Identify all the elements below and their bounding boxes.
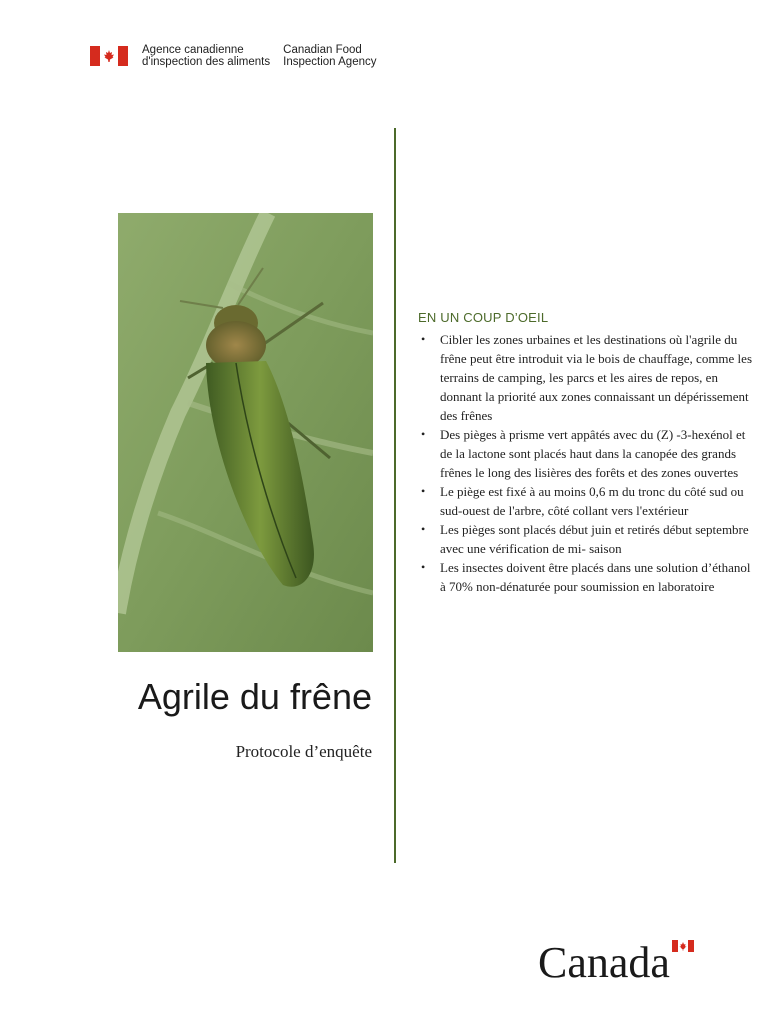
- bullet-icon: •: [421, 522, 426, 536]
- agency-en-line1: Canadian Food: [283, 44, 362, 56]
- emerald-ash-borer-photo: [118, 213, 373, 652]
- agency-en-line2: Inspection Agency: [283, 56, 377, 68]
- canada-wordmark: [538, 937, 698, 987]
- list-item: [418, 425, 753, 482]
- canada-wordmark-flag-icon: [672, 940, 694, 952]
- list-item: [418, 520, 753, 558]
- page-title: Agrile du frêne: [137, 676, 372, 717]
- agency-header: [90, 44, 376, 68]
- bullet-icon: •: [421, 332, 426, 346]
- at-a-glance-heading: EN UN COUP D’OEIL: [418, 310, 549, 325]
- bullet-icon: •: [421, 560, 426, 574]
- list-item-text: Cibler les zones urbaines et les destinations où l'agrile du frêne peut être introduit via le bois de chauffage, comme les terrains de camping, les parcs et les aires de repos, en donnant la priorité aux zones connaissant un dépérissement des frênes: [440, 332, 752, 423]
- list-item: [418, 558, 753, 596]
- canada-wordmark-text: Canada: [538, 938, 670, 987]
- list-item-text: Les pièges sont placés début juin et retirés début septembre avec une vérification de mi- saison: [440, 522, 749, 556]
- at-a-glance-list: [418, 330, 753, 596]
- vertical-divider: [394, 128, 396, 863]
- canada-flag-icon: [90, 46, 128, 66]
- list-item-text: Les insectes doivent être placés dans une solution d’éthanol à 70% non-dénaturée pour soumission en laboratoire: [440, 560, 751, 594]
- page-subtitle: Protocole d’enquête: [235, 742, 372, 761]
- list-item-text: Le piège est fixé à au moins 0,6 m du tronc du côté sud ou sud-ouest de l'arbre, côté collant vers l'extérieur: [440, 484, 744, 518]
- agency-name-french: [142, 44, 270, 68]
- bullet-icon: •: [421, 484, 426, 498]
- list-item: [418, 482, 753, 520]
- agency-name-english: [283, 44, 376, 68]
- list-item-text: Des pièges à prisme vert appâtés avec du (Z) -3-hexénol et de la lactone sont placés haut dans la canopée des grands frênes le long des lisières des forêts et des zones ouvertes: [440, 427, 746, 480]
- agency-fr-line1: Agence canadienne: [142, 44, 244, 56]
- bullet-icon: •: [421, 427, 426, 441]
- at-a-glance-section: [418, 310, 753, 596]
- agency-fr-line2: d'inspection des aliments: [142, 56, 271, 68]
- list-item: [418, 330, 753, 425]
